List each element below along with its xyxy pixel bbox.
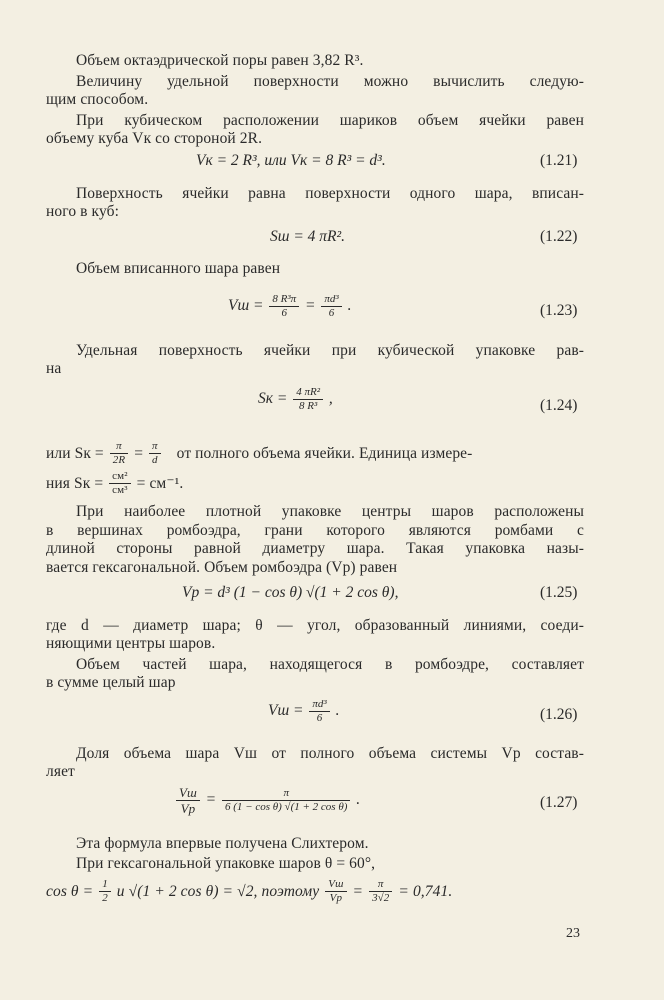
fraction bbox=[369, 878, 392, 905]
denominator: 6 bbox=[309, 711, 329, 725]
numerator: Vш bbox=[328, 878, 344, 890]
fraction bbox=[321, 293, 341, 320]
equation-1-22: Sш = 4 πR². bbox=[270, 228, 346, 245]
numerator: π bbox=[377, 878, 384, 890]
text-fragment: от полного объема ячейки. Единица измере- bbox=[176, 444, 473, 462]
fraction bbox=[293, 386, 323, 413]
text-line: Поверхность ячейки равна поверхности одного шара, вписан- bbox=[76, 185, 584, 202]
denominator: Vр bbox=[176, 800, 200, 816]
text-fragment: = 0,741. bbox=[398, 882, 453, 900]
fraction bbox=[309, 698, 329, 725]
denominator: 3√2 bbox=[369, 891, 392, 905]
denominator: 6 bbox=[321, 306, 341, 320]
text-line: няющими центры шаров. bbox=[46, 635, 216, 652]
fraction bbox=[109, 470, 130, 497]
equation-1-23: Vш = $\frac{\text{8 R³π}}{6}$ = $\frac{\text{πd³}}{6}$ . bbox=[228, 293, 352, 319]
equation-1-25: Vр = d³ (1 − cos θ) √(1 + 2 cos θ), bbox=[182, 584, 399, 601]
text-line: вается гексагональной. Объем ромбоэдра (Vр) равен bbox=[46, 559, 398, 576]
text-fragment: и √(1 + 2 cos θ) = √2, поэтому bbox=[116, 882, 320, 900]
text-line: в сумме целый шар bbox=[46, 674, 176, 691]
equation-1-24: Sк = $\frac{\text{4 πR²}}{\text{8 R³}}$ , bbox=[258, 386, 333, 412]
equation-number: (1.21) bbox=[540, 152, 578, 169]
fraction bbox=[176, 785, 200, 816]
numerator: π bbox=[116, 440, 122, 452]
equation-number: (1.26) bbox=[540, 706, 578, 723]
text-line: ляет bbox=[46, 763, 75, 780]
equation-1-26: Vш = $\frac{\text{πd³}}{6}$ . bbox=[268, 698, 340, 724]
fraction bbox=[269, 293, 299, 320]
equation-1-21: Vк = 2 R³, или Vк = 8 R³ = d³. bbox=[196, 152, 386, 169]
denominator: Vр bbox=[325, 891, 346, 905]
text-line: Величину удельной поверхности можно вычислить следую- bbox=[76, 73, 584, 90]
text-line: Доля объема шара Vш от полного объема системы Vр состав- bbox=[76, 745, 584, 762]
fraction bbox=[149, 440, 161, 467]
text-line: Объем частей шара, находящегося в ромбоэдре, составляет bbox=[76, 656, 584, 673]
text-line: При кубическом расположении шариков объем ячейки равен bbox=[76, 112, 584, 129]
numerator: 8 R³π bbox=[272, 293, 297, 305]
text-line: Удельная поверхность ячейки при кубической упаковке рав- bbox=[76, 342, 584, 359]
numerator: π bbox=[152, 440, 158, 452]
text-line: ного в куб: bbox=[46, 203, 119, 220]
equation-number: (1.27) bbox=[540, 794, 578, 811]
fraction bbox=[110, 440, 128, 467]
text-line: в вершинах ромбоэдра, грани которого являются ромбами с bbox=[46, 522, 584, 539]
denominator: 8 R³ bbox=[293, 399, 323, 413]
equation-lhs: Vш = bbox=[228, 297, 264, 315]
text-line: где d — диаметр шара; θ — угол, образованный линиями, соеди- bbox=[46, 617, 584, 634]
equation-lhs: Vш = bbox=[268, 702, 304, 720]
text-line: Эта формула впервые получена Слихтером. bbox=[76, 835, 369, 852]
denominator: 2 bbox=[99, 891, 111, 905]
numerator: Vш bbox=[179, 785, 197, 800]
denominator: 2R bbox=[110, 453, 128, 467]
text-line: или Sк = $\frac{\pi}{2R}$ = $\frac{\pi}{d}$ от полного объема ячейки. Единица измере- bbox=[46, 440, 473, 466]
equation-number: (1.24) bbox=[540, 397, 578, 414]
denominator: d bbox=[149, 453, 161, 467]
text-line: При гексагональной упаковке шаров θ = 60°, bbox=[76, 855, 376, 872]
text-line: щим способом. bbox=[46, 91, 149, 108]
text-fragment: ния Sк = bbox=[46, 474, 104, 492]
denominator: см³ bbox=[109, 483, 130, 497]
numerator: см² bbox=[112, 470, 128, 482]
text-line: объему куба Vк со стороной 2R. bbox=[46, 130, 263, 147]
denominator: 6 bbox=[269, 306, 299, 320]
fraction bbox=[99, 878, 111, 905]
equation-lhs: Sк = bbox=[258, 390, 288, 408]
text-fragment: cos θ = bbox=[46, 882, 94, 900]
equation-number: (1.25) bbox=[540, 584, 578, 601]
numerator: 4 πR² bbox=[296, 386, 320, 398]
text-line bbox=[46, 878, 584, 905]
fraction bbox=[325, 878, 346, 905]
text-line: При наиболее плотной упаковке центры шаров расположены bbox=[76, 503, 584, 520]
numerator: π bbox=[283, 787, 289, 799]
denominator: 6 (1 − cos θ) √(1 + 2 cos θ) bbox=[222, 800, 350, 814]
text-fragment: = bbox=[352, 882, 364, 900]
equation-number: (1.22) bbox=[540, 228, 578, 245]
text-line: на bbox=[46, 360, 62, 377]
fraction bbox=[222, 787, 350, 814]
numerator: 1 bbox=[102, 878, 108, 890]
text-line: длиной стороны равной диаметру шара. Такая упаковка назы- bbox=[46, 540, 584, 557]
text-line: Объем октаэдрической поры равен 3,82 R³. bbox=[76, 52, 364, 69]
page-number: 23 bbox=[566, 926, 580, 941]
text-fragment: или Sк = bbox=[46, 444, 104, 462]
text-fragment: = см⁻¹. bbox=[136, 474, 184, 492]
text-line bbox=[46, 470, 584, 497]
equation-number: (1.23) bbox=[540, 302, 578, 319]
numerator: πd³ bbox=[312, 698, 327, 710]
numerator: πd³ bbox=[324, 293, 339, 305]
text-line: Объем вписанного шара равен bbox=[76, 260, 281, 277]
equation-1-27: $\frac{Vш}{Vр}$ = $\frac{\pi}{\text{6 (1 − cos θ) √(1 + 2 cos θ)}}$ . bbox=[174, 785, 360, 816]
